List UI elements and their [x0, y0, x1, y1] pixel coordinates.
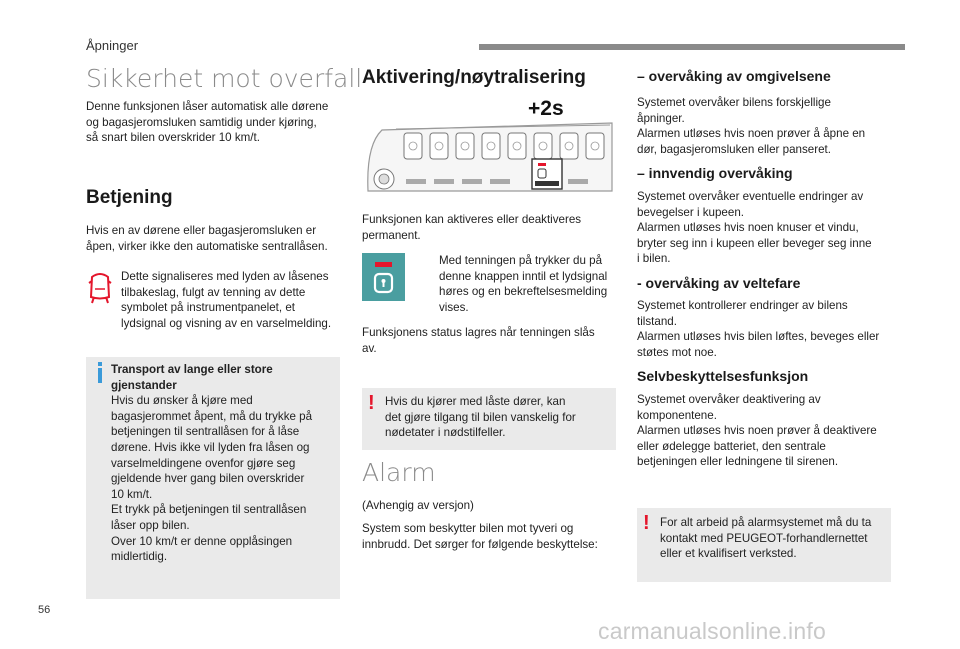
page-number: 56 — [38, 604, 51, 616]
watermark: carmanualsonline.info — [598, 618, 826, 644]
intro-paragraph: Denne funksjonen låser automatisk alle dørene og bagasjeromsluken samtidig under kjøring, så snart bilen overskrider 10 km/t. — [86, 100, 329, 145]
veltefare-paragraph: Systemet kontrollerer endringer av bilens tilstand. Alarmen utløses hvis bilen løftes, beveges eller støtes mot noe. — [637, 299, 880, 359]
title-selvbeskyttelse: Selvbeskyttelsesfunksjon — [637, 368, 809, 384]
selvbeskyttelse-paragraph: Systemet overvåker deaktivering av komponentene. Alarmen utløses hvis noen prøver å deaktivere eller ødelegge batteriet, den sentrale betjeningen eller ledningene til sirenen. — [637, 393, 877, 469]
door-open-icon — [86, 269, 114, 305]
warning-icon: ! — [643, 512, 650, 534]
title-betjening: Betjening — [86, 187, 173, 208]
lock-button-icon — [362, 253, 405, 301]
title-alarm: Alarm — [362, 458, 436, 487]
title-innvendig-overvaking: – innvendig overvåking — [637, 165, 793, 181]
title-aktivering: Aktivering/nøytralisering — [362, 67, 586, 88]
warning-icon: ! — [368, 392, 375, 414]
section-label: Åpninger — [86, 38, 139, 53]
innvendig-paragraph: Systemet overvåker eventuelle endringer av bevegelser i kupeen. Alarmen utløses hvis noen knuser et vindu, bryter seg inn i kupeen eller beveger seg inne i bilen. — [637, 190, 872, 266]
info-icon — [96, 362, 104, 384]
header-bar — [479, 44, 905, 50]
warning-locked-doors-text: Hvis du kjører med låste dører, kan det gjøre tilgang til bilen vanskelig for nødetater i nødstilfeller. — [385, 395, 576, 440]
warning-dealer-text: For alt arbeid på alarmsystemet må du ta kontakt med PEUGEOT-forhandlernettet eller et kvalifisert verksted. — [660, 516, 872, 561]
press-duration-label: +2s — [528, 97, 564, 120]
title-veltefare: - overvåking av veltefare — [637, 275, 801, 291]
omgivelsene-paragraph: Systemet overvåker bilens forskjellige åpninger. Alarmen utløses hvis noen prøver å åpne en dør, bagasjeromsluken eller panseret. — [637, 96, 866, 156]
aktivering-step: Med tenningen på trykker du på denne knappen inntil et lydsignal høres og en bekreftelsesmelding vises. — [439, 254, 608, 314]
title-overvaking-omgivelsene: – overvåking av omgivelsene — [637, 68, 831, 84]
info-note-content: Transport av lange eller store gjenstander Hvis du ønsker å kjøre med bagasjerommet åpent, må du trykke på betjeningen til sentrallåsen for å låse dørene. Hvis ikke vil lyden fra låsen og varselmeldingene ovenfor gjøre seg gjeldende hver gang bilen overskrider 10 km/t. Et trykk på betjeningen til sentrallåsen låser opp bilen. Over 10 km/t er denne opplåsingen midlertidig. — [111, 363, 313, 564]
alarm-version: (Avhengig av versjon) — [362, 499, 474, 512]
switch-panel-illustration — [362, 95, 616, 197]
alarm-paragraph: System som beskytter bilen mot tyveri og innbrudd. Det sørger for følgende beskyttelse: — [362, 522, 598, 551]
status-paragraph: Funksjonens status lagres når tenningen slås av. — [362, 326, 595, 355]
title-sikkerhet: Sikkerhet mot overfall — [86, 64, 363, 93]
signal-paragraph: Dette signaliseres med lyden av låsenes tilbakeslag, fulgt av tenning av dette symbolet på instrumentpanelet, et lydsignal og visning av en varselmelding. — [121, 270, 332, 330]
betjening-paragraph: Hvis en av dørene eller bagasjeromsluken er åpen, virker ikke den automatiske sentrallåsen. — [86, 224, 328, 253]
aktivering-intro: Funksjonen kan aktiveres eller deaktiveres permanent. — [362, 213, 582, 242]
